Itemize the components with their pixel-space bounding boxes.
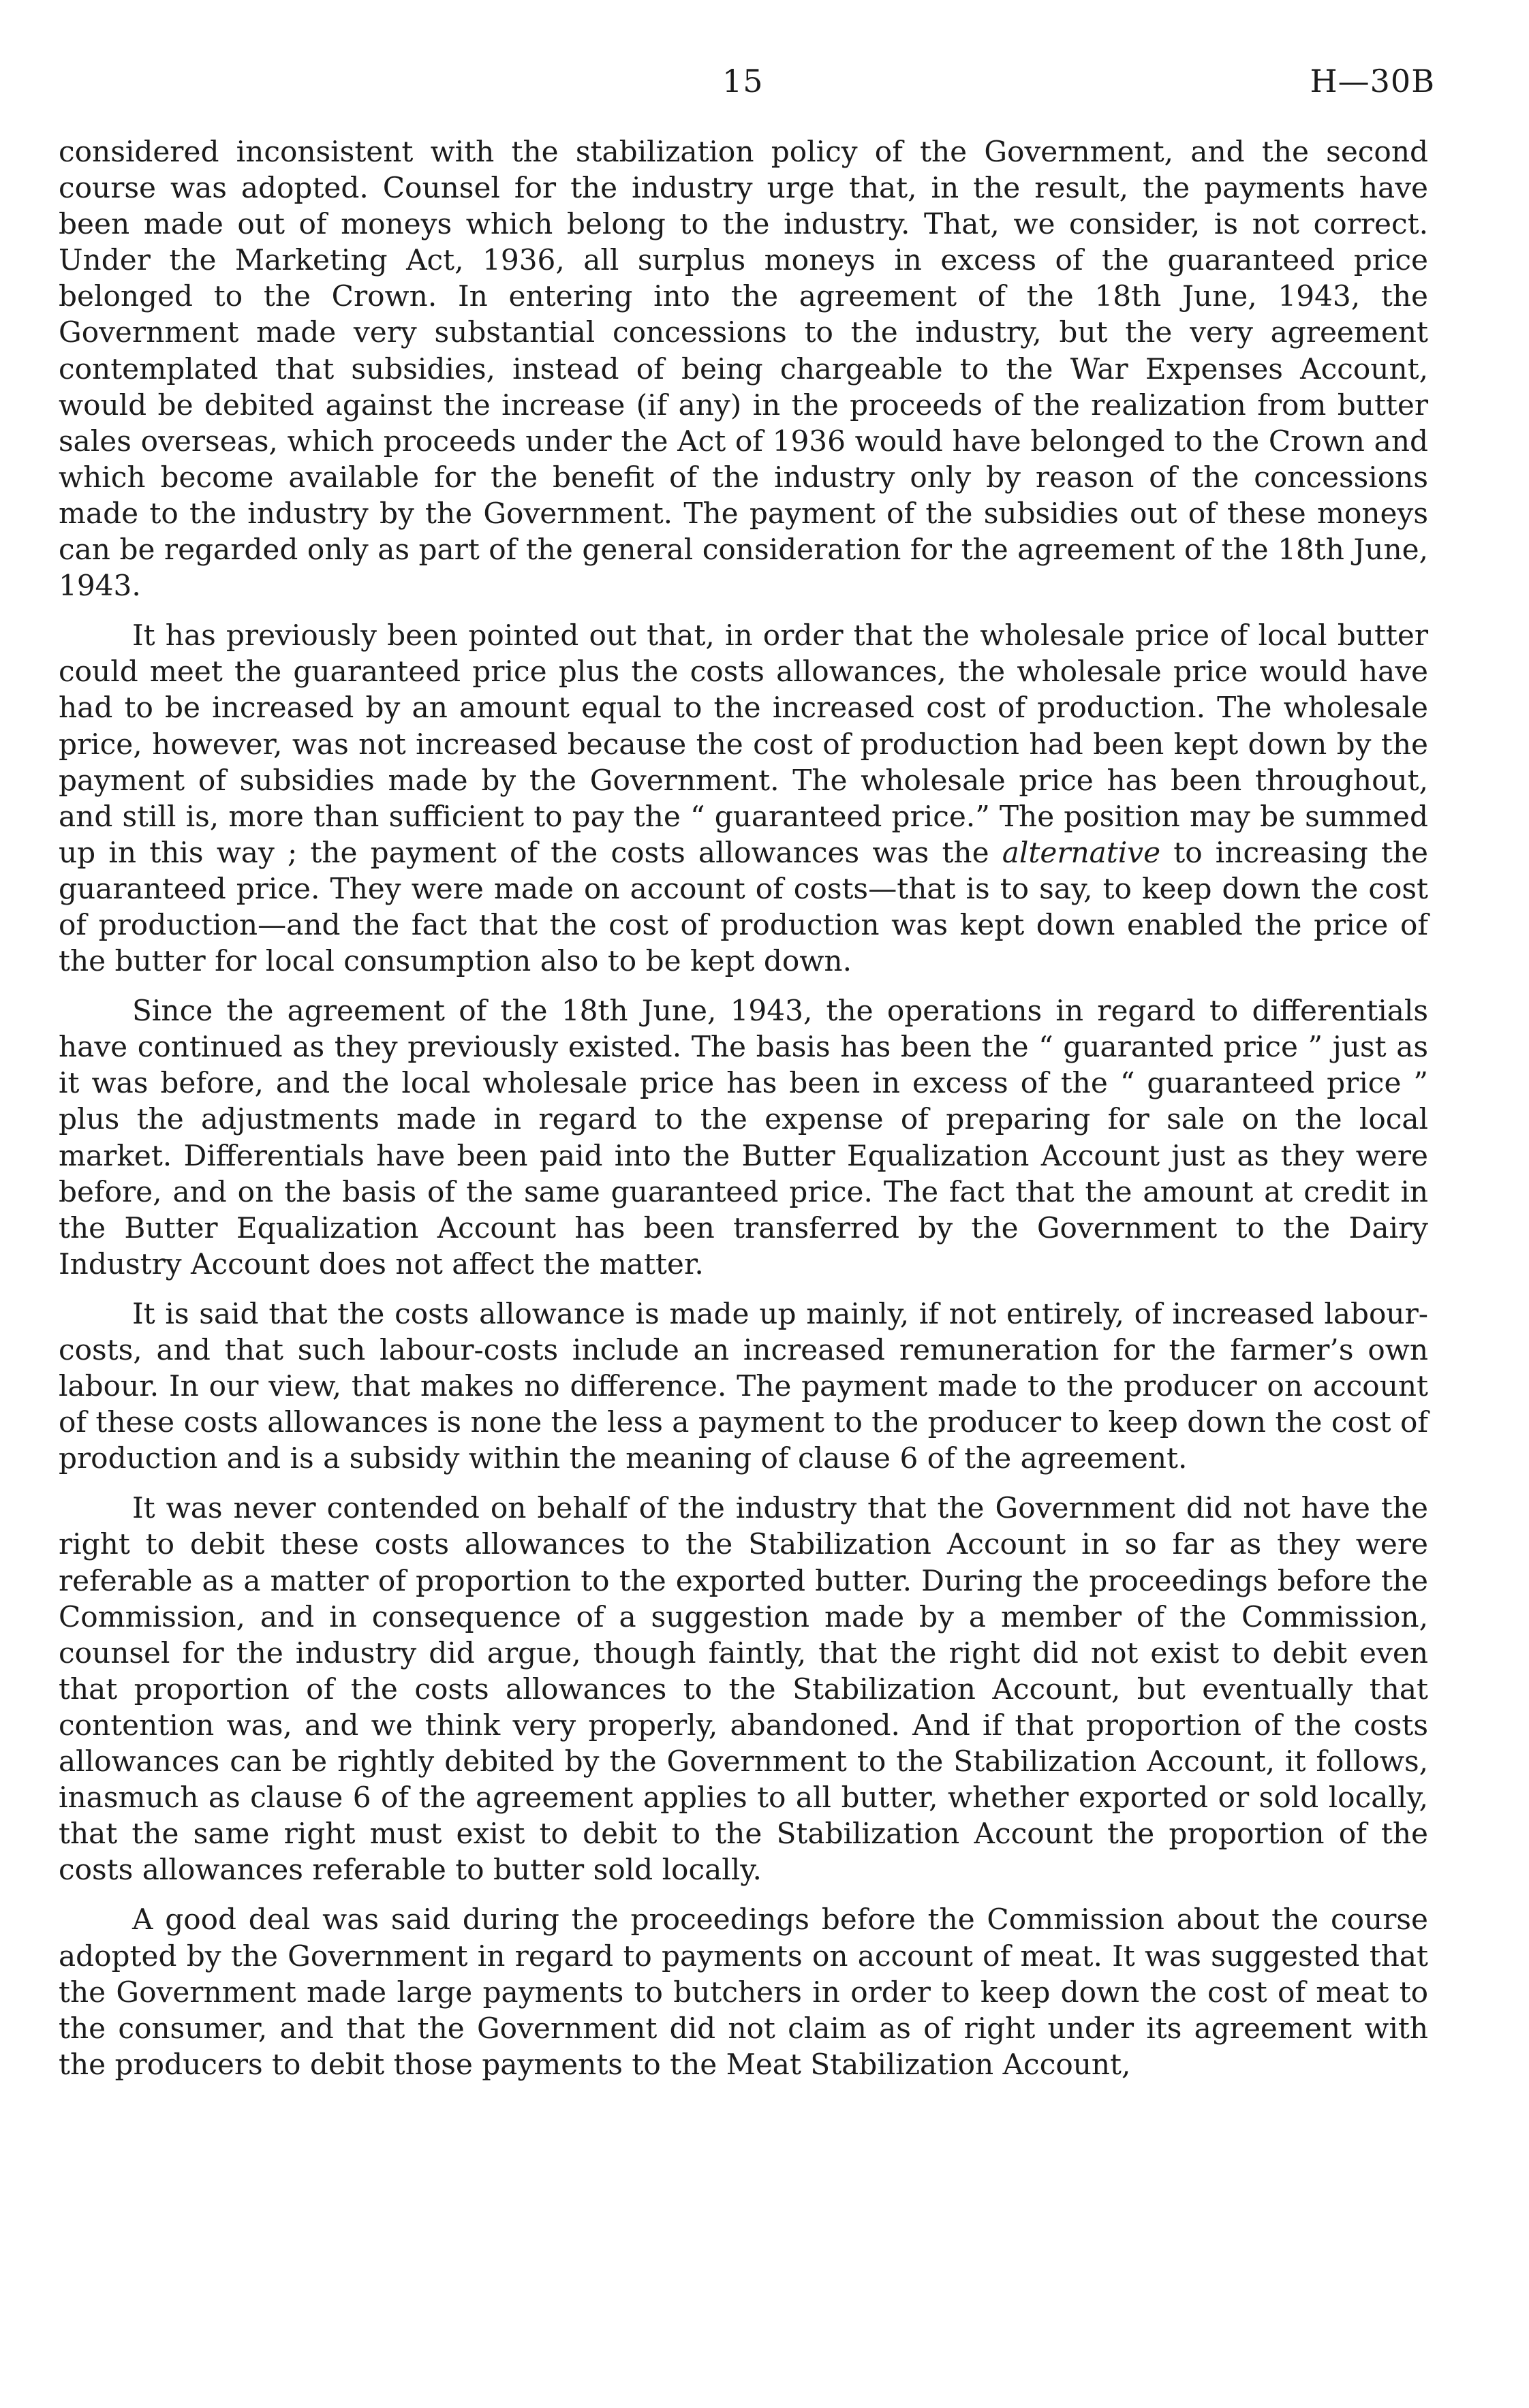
page-number: 15 [722,63,764,99]
paragraph-stabilization-account: It was never contended on behalf of the industry that the Government did not have the right to debit these costs allowances to the Stabilization Account in so far as they were referable as a matter of proportion to the exported butter. During the proceedings before the Commission, and in consequence of a suggestion made by a member of the Commission, counsel for the industry did argue, though faintly, that the right did not exist to debit even that proportion of the costs allowances to the Stabilization Account, but eventually that contention was, and we think very properly, abandoned. And if that proportion of the costs allowances can be rightly debited by the Government to the Stabilization Account, it follows, inasmuch as clause 6 of the agreement applies to all butter, whether exported or sold locally, that the same right must exist to debit to the Stabilization Account the proportion of the costs allowances referable to butter sold locally. [59,1491,1428,1887]
paragraph-text-after-emphasis: to increasing the guaranteed price. They were made on account of costs—that is to say, to keep down the cost of production—and the fact that the cost of production was kept down enabled the price of the butter for local consumption also to be kept down. [59,835,1428,978]
paragraph-labour-costs: It is said that the costs allowance is made up mainly, if not entirely, of increased labour-costs, and that such labour-costs include an increased remuneration for the farmer’s own labour. In our view, that makes no difference. The payment made to the producer on account of these costs allowances is none the less a payment to the producer to keep down the cost of production and is a subsidy within the meaning of clause 6 of the agreement. [59,1296,1428,1475]
body-text [59,134,1428,2096]
emphasis-alternative: alternative [1002,835,1161,869]
paragraph-continued: considered inconsistent with the stabilization policy of the Government, and the second course was adopted. Counsel for the industry urge that, in the result, the payments have been made out of moneys which belong to the industry. That, we consider, is not correct. Under the Marketing Act, 1936, all surplus moneys in excess of the guaranteed price belonged to the Crown. In entering into the agreement of the 18th June, 1943, the Government made very substantial concessions to the industry, but the very agreement contemplated that subsidies, instead of being chargeable to the War Expenses Account, would be debited against the increase (if any) in the proceeds of the realization from butter sales overseas, which proceeds under the Act of 1936 would have belonged to the Crown and which become available for the benefit of the industry only by reason of the concessions made to the industry by the Government. The payment of the subsidies out of these moneys can be regarded only as part of the general consideration for the agreement of the 18th June, 1943. [59,135,1428,603]
paragraph-differentials: Since the agreement of the 18th June, 1943, the operations in regard to differentials have continued as they previously existed. The basis has been the “ guaranted price ” just as it was before, and the local wholesale price has been in excess of the “ guaranteed price ” plus the adjustments made in regard to the expense of preparing for sale on the local market. Differentials have been paid into the Butter Equalization Account just as they were before, and on the basis of the same guaranteed price. The fact that the amount at credit in the Butter Equalization Account has been transferred by the Government to the Dairy Industry Account does not affect the matter. [59,994,1428,1281]
paragraph-text-before-emphasis: It has previously been pointed out that, in order that the wholesale price of local butter could meet the guaranteed price plus the costs allowances, the wholesale price would have had to be increased by an amount equal to the increased cost of production. The wholesale price, however, was not increased because the cost of production had been kept down by the payment of subsidies made by the Government. The wholesale price has been throughout, and still is, more than sufficient to pay the “ guaranteed price.” The position may be summed up in this way ; the payment of the costs allowances was the [59,619,1428,869]
document-reference: H—30B [1310,63,1435,99]
page-header [0,63,1529,110]
paragraph-guaranteed-price [59,617,1428,979]
paragraph-meat-payments: A good deal was said during the proceedings before the Commission about the course adopted by the Government in regard to payments on account of meat. It was suggested that the Government made large payments to butchers in order to keep down the cost of meat to the consumer, and that the Government did not claim as of right under its agreement with the producers to debit those payments to the Meat Stabilization Account, [59,1903,1428,2081]
